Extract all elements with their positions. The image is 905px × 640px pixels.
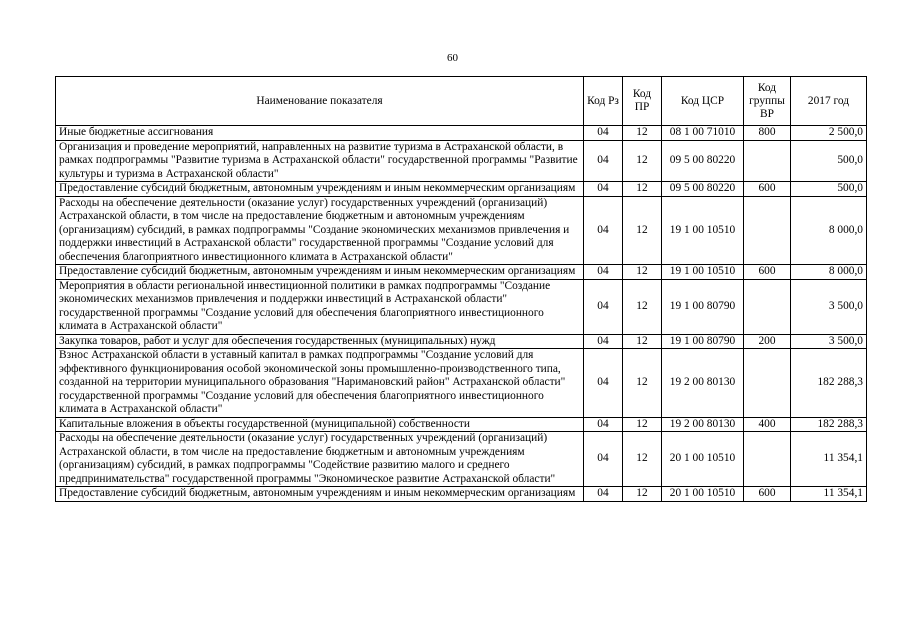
row-csr: 19 1 00 80790	[662, 279, 744, 334]
row-vr	[744, 196, 791, 265]
table-row	[56, 432, 867, 487]
row-pr: 12	[623, 126, 662, 141]
table-row	[56, 196, 867, 265]
row-vr: 600	[744, 265, 791, 280]
row-amount: 3 500,0	[791, 334, 867, 349]
row-amount: 8 000,0	[791, 196, 867, 265]
row-pr: 12	[623, 349, 662, 418]
table-row	[56, 487, 867, 502]
page-number: 60	[447, 52, 458, 64]
header-rz: Код Рз	[584, 77, 623, 126]
row-amount: 8 000,0	[791, 265, 867, 280]
table-header-row	[56, 77, 867, 126]
row-name: Закупка товаров, работ и услуг для обеспечения государственных (муниципальных) нужд	[56, 334, 584, 349]
row-rz: 04	[584, 182, 623, 197]
row-pr: 12	[623, 279, 662, 334]
row-amount: 3 500,0	[791, 279, 867, 334]
row-vr	[744, 140, 791, 182]
row-csr: 20 1 00 10510	[662, 487, 744, 502]
row-pr: 12	[623, 417, 662, 432]
table-row	[56, 334, 867, 349]
row-csr: 20 1 00 10510	[662, 432, 744, 487]
row-rz: 04	[584, 487, 623, 502]
row-name: Мероприятия в области региональной инвестиционной политики в рамках подпрограммы "Создание экономических механизмов привлечения и поддержки инвестиций в Астраханской области" государственной программы "Создание условий для обеспечения благоприятного инвестиционного климата в Астраханской области"	[56, 279, 584, 334]
row-csr: 09 5 00 80220	[662, 182, 744, 197]
row-rz: 04	[584, 196, 623, 265]
row-name: Предоставление субсидий бюджетным, автономным учреждениям и иным некоммерческим организациям	[56, 265, 584, 280]
row-rz: 04	[584, 432, 623, 487]
row-amount: 500,0	[791, 182, 867, 197]
row-name: Расходы на обеспечение деятельности (оказание услуг) государственных учреждений (организаций) Астраханской области, в том числе на предоставление бюджетным и автономным учреждениям (организациям) субсидий, в рамках подпрограммы "Содействие развитию малого и среднего предпринимательства" государственной программы "Экономическое развитие Астраханской области"	[56, 432, 584, 487]
row-vr: 800	[744, 126, 791, 141]
row-csr: 19 2 00 80130	[662, 417, 744, 432]
header-vr: Код группы ВР	[744, 77, 791, 126]
row-vr	[744, 349, 791, 418]
row-vr: 200	[744, 334, 791, 349]
row-amount: 182 288,3	[791, 417, 867, 432]
row-rz: 04	[584, 265, 623, 280]
row-amount: 182 288,3	[791, 349, 867, 418]
row-vr: 600	[744, 182, 791, 197]
row-pr: 12	[623, 196, 662, 265]
row-csr: 09 5 00 80220	[662, 140, 744, 182]
budget-table	[55, 76, 867, 502]
table-row	[56, 126, 867, 141]
row-name: Расходы на обеспечение деятельности (оказание услуг) государственных учреждений (организаций) Астраханской области, в том числе на предоставление бюджетным и автономным учреждениям (организациям) субсидий, в рамках подпрограммы "Создание экономических механизмов привлечения и поддержки инвестиций в Астраханской области" государственной программы "Создание условий для обеспечения благоприятного инвестиционного климата в Астраханской области"	[56, 196, 584, 265]
table-row	[56, 279, 867, 334]
row-name: Взнос Астраханской области в уставный капитал в рамках подпрограммы "Создание условий для эффективного функционирования особой экономической зоны промышленно-производственного типа, созданной на территории муниципального образования "Наримановский район" Астраханской области" государственной программы "Создание условий для обеспечения благоприятного инвестиционного климата в Астраханской области"	[56, 349, 584, 418]
row-pr: 12	[623, 487, 662, 502]
row-csr: 19 1 00 80790	[662, 334, 744, 349]
row-pr: 12	[623, 140, 662, 182]
row-vr: 600	[744, 487, 791, 502]
table-row	[56, 417, 867, 432]
row-pr: 12	[623, 182, 662, 197]
row-csr: 19 1 00 10510	[662, 265, 744, 280]
row-amount: 11 354,1	[791, 487, 867, 502]
row-pr: 12	[623, 432, 662, 487]
row-amount: 2 500,0	[791, 126, 867, 141]
row-name: Предоставление субсидий бюджетным, автономным учреждениям и иным некоммерческим организациям	[56, 487, 584, 502]
header-year: 2017 год	[791, 77, 867, 126]
row-rz: 04	[584, 417, 623, 432]
row-rz: 04	[584, 279, 623, 334]
table-row	[56, 349, 867, 418]
row-name: Организация и проведение мероприятий, направленных на развитие туризма в Астраханской области, в рамках подпрограммы "Развитие туризма в Астраханской области" государственной программы "Развитие культуры и туризма в Астраханской области"	[56, 140, 584, 182]
row-name: Предоставление субсидий бюджетным, автономным учреждениям и иным некоммерческим организациям	[56, 182, 584, 197]
row-amount: 11 354,1	[791, 432, 867, 487]
row-name: Иные бюджетные ассигнования	[56, 126, 584, 141]
row-name: Капитальные вложения в объекты государственной (муниципальной) собственности	[56, 417, 584, 432]
row-csr: 19 2 00 80130	[662, 349, 744, 418]
row-csr: 08 1 00 71010	[662, 126, 744, 141]
row-vr: 400	[744, 417, 791, 432]
header-csr: Код ЦСР	[662, 77, 744, 126]
row-pr: 12	[623, 265, 662, 280]
row-rz: 04	[584, 140, 623, 182]
row-pr: 12	[623, 334, 662, 349]
row-rz: 04	[584, 349, 623, 418]
header-pr: Код ПР	[623, 77, 662, 126]
row-vr	[744, 432, 791, 487]
row-vr	[744, 279, 791, 334]
table-row	[56, 182, 867, 197]
row-rz: 04	[584, 126, 623, 141]
table-row	[56, 140, 867, 182]
row-csr: 19 1 00 10510	[662, 196, 744, 265]
row-amount: 500,0	[791, 140, 867, 182]
row-rz: 04	[584, 334, 623, 349]
header-name: Наименование показателя	[56, 77, 584, 126]
table-row	[56, 265, 867, 280]
